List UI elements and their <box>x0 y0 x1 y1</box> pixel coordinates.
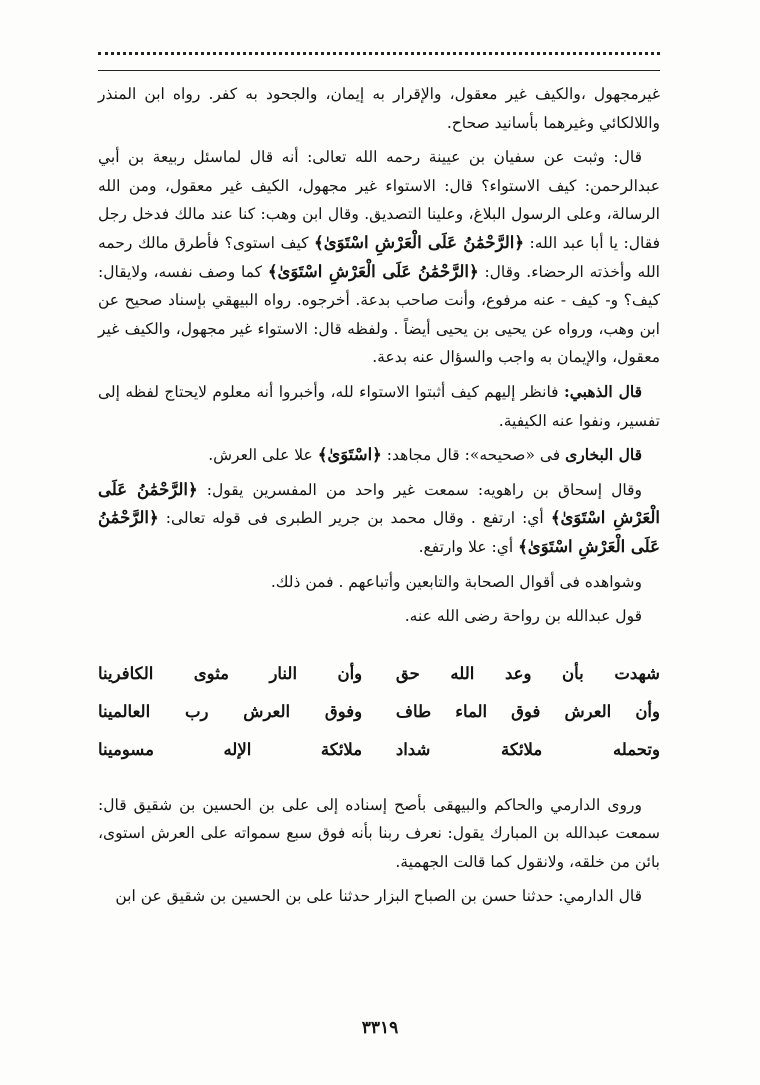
poem-verse <box>98 655 660 693</box>
quran-verse: ﴿الرَّحْمَٰنُ عَلَى الْعَرْشِ اسْتَوَىٰ﴾ <box>98 508 660 556</box>
paragraph-1: غيرمجهول ،والكيف غير معقول، والإقرار به إيمان، والجحود به كفر. رواه ابن المنذر واللالكائي وغيرهما بأسانيد صحاح. <box>98 85 660 132</box>
poem-hemistich-right: وأن العرش فوق الماء طاف <box>395 701 660 721</box>
paragraph-6: وشواهده فى أقوال الصحابة والتابعين وأتباعهم . فمن ذلك. <box>270 572 642 591</box>
page-number: ٣٣١٩ <box>361 1018 399 1038</box>
paragraph-4: قال البخارى فى «صحيحه»: قال مجاهد: ﴿اسْتَوَىٰ﴾ علا على العرش. <box>208 445 642 465</box>
quran-verse: ﴿اسْتَوَىٰ﴾ <box>317 445 382 465</box>
paragraph-2: قال: وثبت عن سفيان بن عيينة رحمه الله تعالى: أنه قال لماسئل ربيعة بن أبي عبدالرحمن: كيف الاستواء؟ قال: الاستواء غير مجهول، الكيف غير معقول، ومن الله الرسالة، وعلى الرسول البلاغ، وعلينا التصديق. وقال ابن وهب: كنا عند مالك فدخل رجل فقال: يا أبا عبد الله: ﴿الرَّحْمَٰنُ عَلَى الْعَرْشِ اسْتَوَىٰ﴾ كيف استوى؟ فأطرق مالك رحمه الله وأخذته الرحضاء. وقال: ﴿الرَّحْمَٰنُ عَلَى الْعَرْشِ اسْتَوَىٰ﴾ كما وصف نفسه، ولايقال: كيف؟ و- كيف - عنه مرفوع، وأنت صاحب بدعة. أخرجوه. رواه البيهقي بإسناد صحيح عن ابن وهب، ورواه عن يحيى بن يحيى أيضاً . ولفظه قال: الاستواء غير مجهول، والكيف غير معقول، والإيمان به واجب والسؤال عنه بدعة. <box>98 148 660 367</box>
poem-verse <box>98 731 660 769</box>
paragraph-8: وروى الدارمي والحاكم والبيهقى بأصح إسناده إلى على بن الحسين بن شقيق قال: سمعت عبدالله بن المبارك يقول: نعرف ربنا بأنه فوق سبع سمواته على العرش استوى، بائن من خلقه، ولانقول كما قالت الجهمية. <box>98 795 660 871</box>
poem-hemistich-right: شهدت بأن وعد الله حق <box>395 663 660 683</box>
paragraph-9: قال الدارمي: حدثنا حسن بن الصباح البزار حدثنا على بن الحسين بن شقيق عن ابن <box>115 887 642 906</box>
poem <box>98 655 660 769</box>
speaker-label: قال البخارى <box>565 445 642 465</box>
body-text <box>98 80 660 917</box>
paragraph-3: قال الذهبي: فانظر إليهم كيف أثبتوا الاستواء لله، وأخبروا أنه معلوم لايحتاج لفظه إلى تفسير، ونفوا عنه الكيفية. <box>98 381 660 430</box>
paragraph-7: قول عبدالله بن رواحة رضى الله عنه. <box>404 607 642 626</box>
quran-verse: ﴿الرَّحْمَٰنُ عَلَى الْعَرْشِ اسْتَوَىٰ﴾ <box>267 261 479 281</box>
poem-hemistich-left: وفوق العرش رب العالمينا <box>98 701 363 721</box>
poem-verse <box>98 693 660 731</box>
quran-verse: ﴿الرَّحْمَٰنُ عَلَى الْعَرْشِ اسْتَوَىٰ﴾ <box>98 479 660 528</box>
quran-verse: ﴿الرَّحْمَٰنُ عَلَى الْعَرْشِ اسْتَوَىٰ﴾ <box>314 232 524 252</box>
poem-hemistich-right: وتحمله ملائكة شداد <box>395 739 660 759</box>
header-rule <box>98 70 660 71</box>
dotted-divider <box>98 52 660 55</box>
paragraph-5: وقال إسحاق بن راهويه: سمعت غير واحد من المفسرين يقول: ﴿الرَّحْمَٰنُ عَلَى الْعَرْشِ اسْتَوَىٰ﴾ أي: ارتفع . وقال محمد بن جرير الطبرى فى قوله تعالى: ﴿الرَّحْمَٰنُ عَلَى الْعَرْشِ اسْتَوَىٰ﴾ أي: علا وارتفع. <box>98 479 660 556</box>
poem-hemistich-left: وأن النار مثوى الكافرينا <box>98 663 363 683</box>
speaker-label: قال الذهبي: <box>564 381 642 401</box>
poem-hemistich-left: ملائكة الإله مسومينا <box>98 739 363 759</box>
